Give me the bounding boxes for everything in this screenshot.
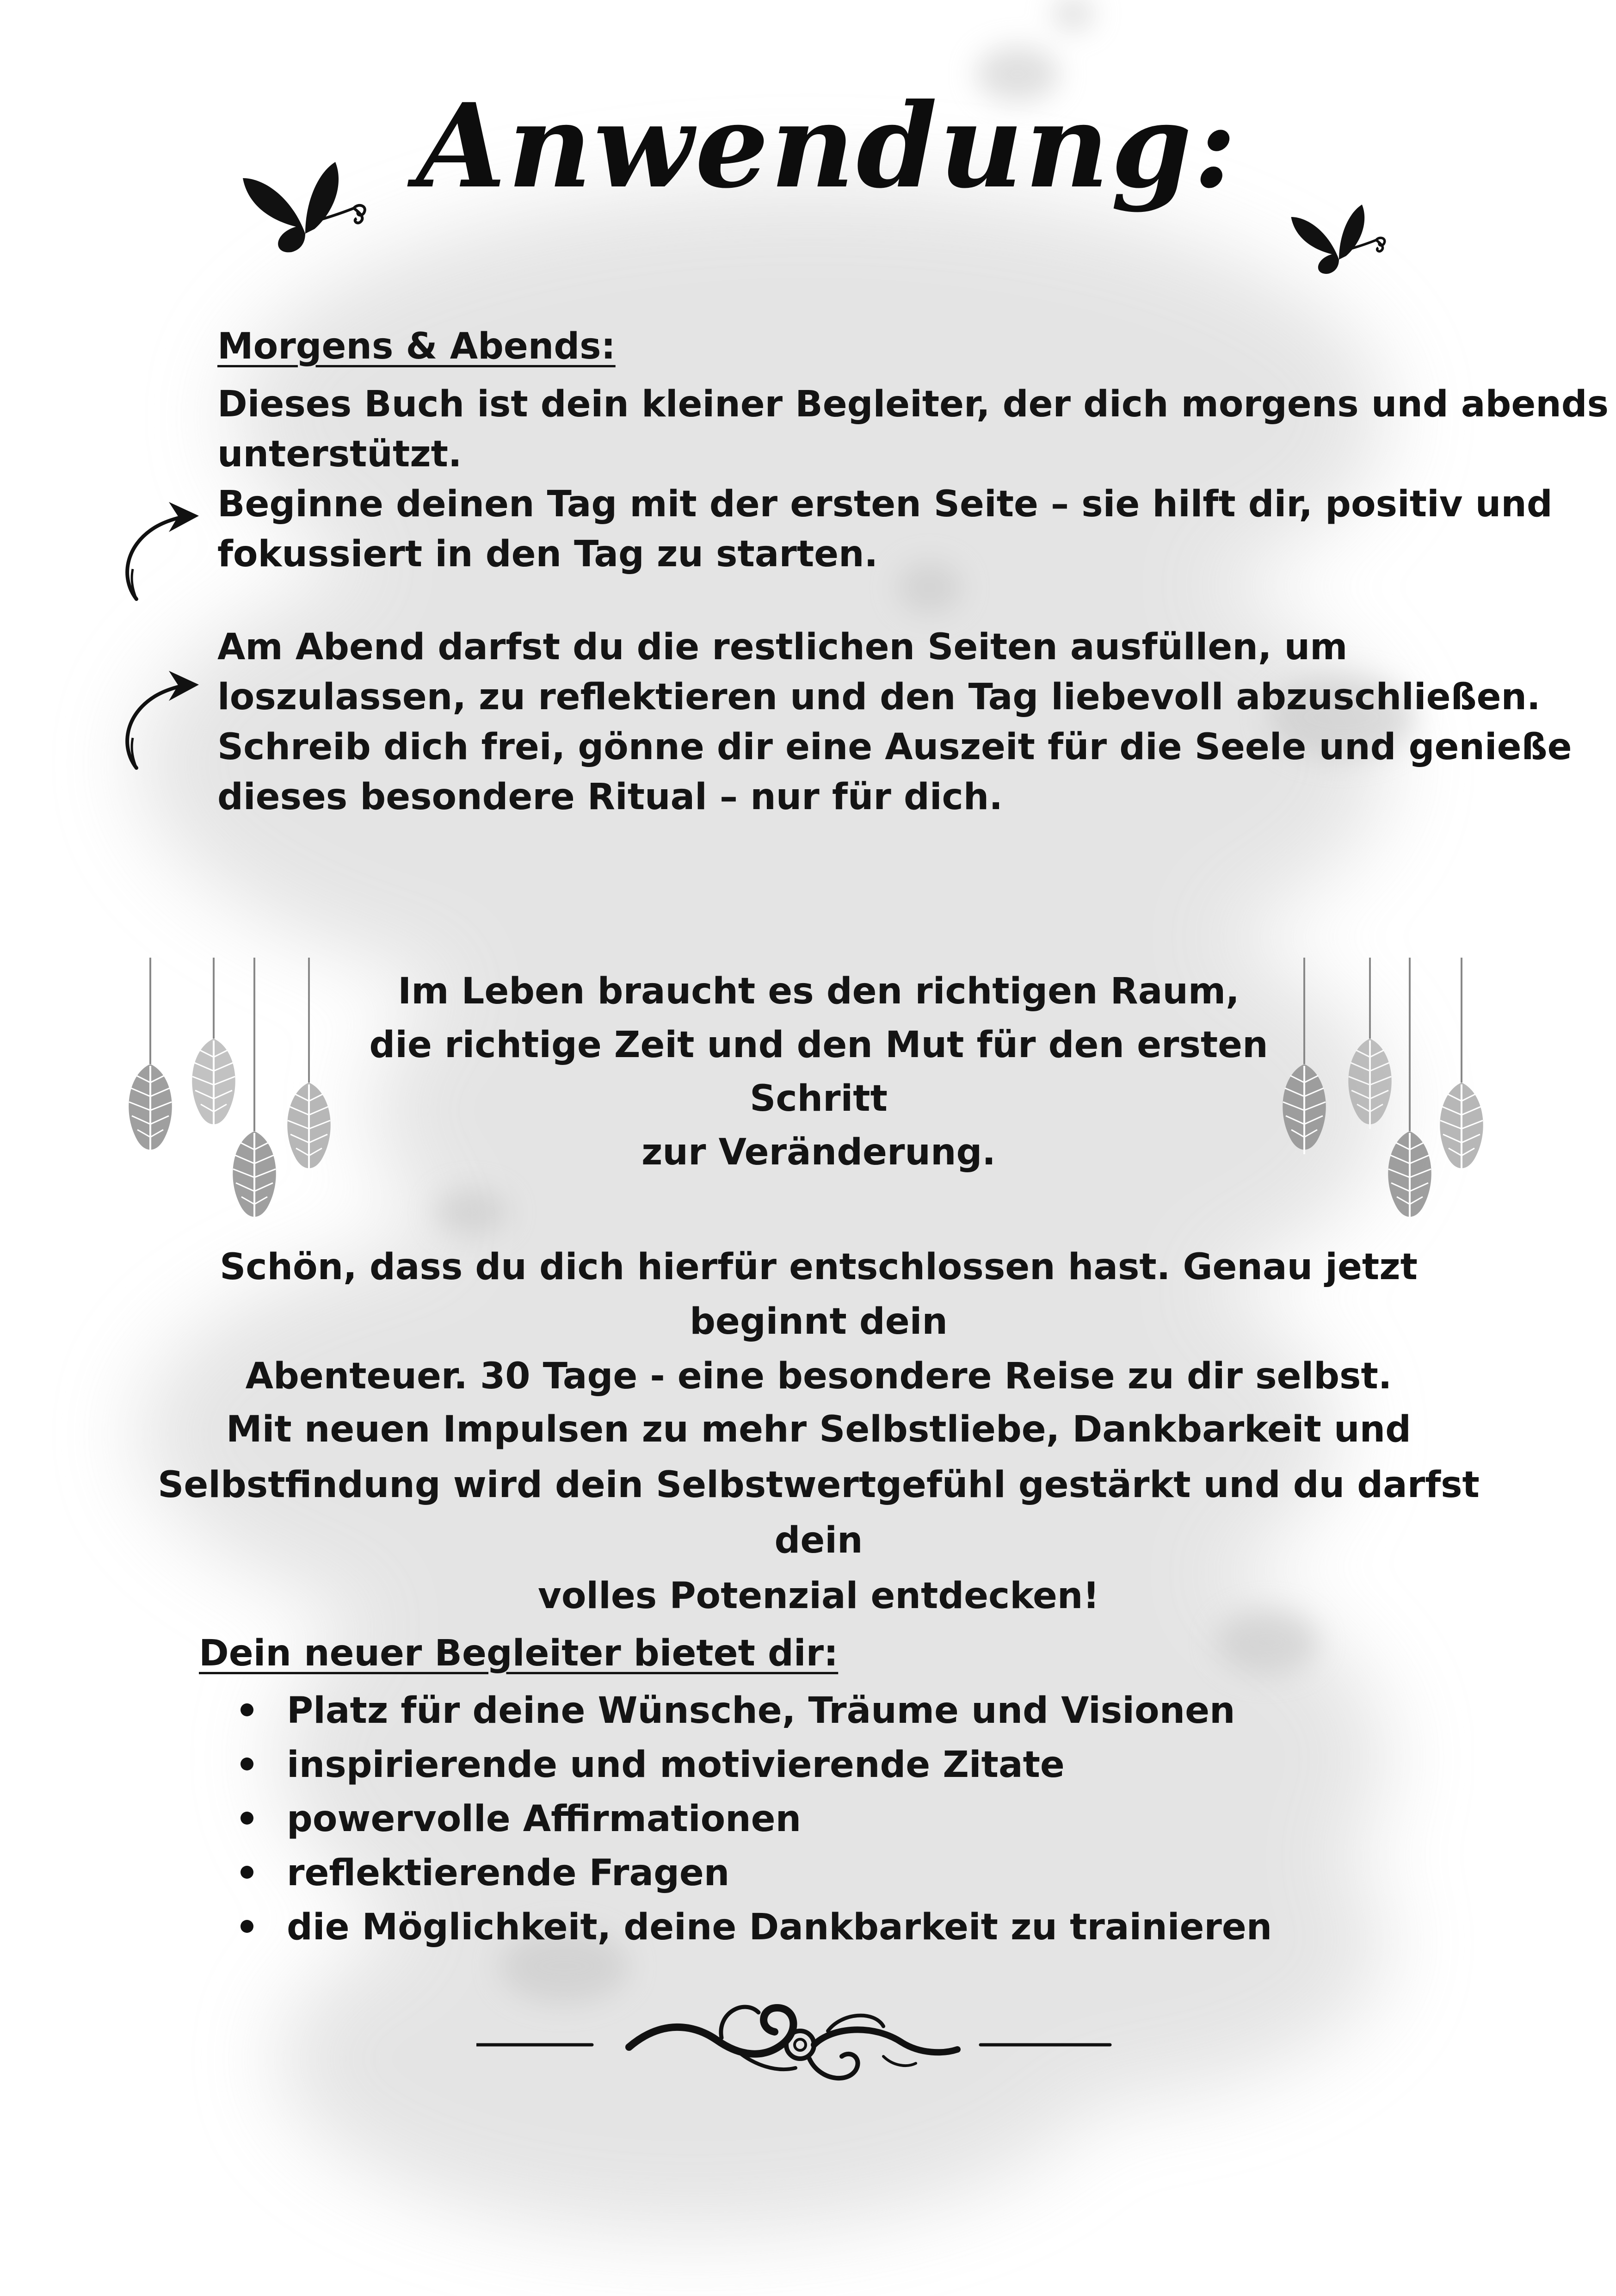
quote-block: [324, 965, 1314, 1179]
bullet-icon: [241, 1812, 253, 1825]
morning-paragraph: [217, 379, 1609, 579]
text-line: Schreib dich frei, gönne dir eine Auszeit für die Seele und genieße: [217, 726, 1572, 768]
text-line: dieses besondere Ritual – nur für dich.: [217, 776, 1003, 818]
hanging-feather-icon: [116, 958, 347, 1235]
text-line: Beginne deinen Tag mit der ersten Seite – sie hilft dir, positiv und: [217, 483, 1553, 525]
text-line: Abenteuer. 30 Tage - eine besondere Reise zu dir selbst.: [245, 1355, 1392, 1397]
quote-line: die richtige Zeit und den Mut für den ersten Schritt: [369, 1024, 1268, 1120]
impulse-paragraph: [139, 1402, 1499, 1624]
text-line: Dieses Buch ist dein kleiner Begleiter, der dich morgens und abends: [217, 384, 1609, 425]
list-item: die Möglichkeit, deine Dankbarkeit zu trainieren: [217, 1900, 1466, 1955]
page-title: Anwendung:: [416, 78, 1239, 214]
butterfly-icon: [1286, 194, 1392, 282]
quote-line: zur Veränderung.: [641, 1132, 996, 1173]
text-line: fokussiert in den Tag zu starten.: [217, 533, 878, 575]
text-line: Selbstfindung wird dein Selbstwertgefühl gestärkt und du darfst dein: [158, 1464, 1480, 1561]
text-line: unterstützt.: [217, 433, 462, 475]
bullet-icon: [241, 1920, 253, 1933]
list-item: powervolle Affirmationen: [217, 1792, 1466, 1846]
text-line: volles Potenzial entdecken!: [538, 1575, 1099, 1617]
list-item: reflektierende Fragen: [217, 1846, 1466, 1900]
bullet-icon: [241, 1758, 253, 1770]
curved-arrow-icon: [118, 668, 206, 775]
curved-arrow-icon: [118, 500, 206, 606]
features-heading: Dein neuer Begleiter bietet dir:: [199, 1633, 839, 1674]
list-item: Platz für deine Wünsche, Träume und Visionen: [217, 1684, 1466, 1738]
intro-paragraph: [139, 1240, 1499, 1404]
bullet-icon: [241, 1866, 253, 1879]
features-list: [217, 1684, 1466, 1955]
evening-paragraph: [217, 622, 1572, 822]
bullet-icon: [241, 1703, 253, 1716]
text-line: Am Abend darfst du die restlichen Seiten ausfüllen, um: [217, 626, 1348, 668]
butterfly-icon: [236, 153, 375, 259]
flourish-divider-icon: [476, 1980, 1133, 2100]
text-line: Mit neuen Impulsen zu mehr Selbstliebe, Dankbarkeit und: [226, 1409, 1411, 1450]
quote-line: Im Leben braucht es den richtigen Raum,: [398, 971, 1240, 1012]
text-line: loszulassen, zu reflektieren und den Tag liebevoll abzuschließen.: [217, 676, 1541, 718]
text-line: Schön, dass du dich hierfür entschlossen hast. Genau jetzt beginnt dein: [220, 1246, 1418, 1343]
list-item: inspirierende und motivierende Zitate: [217, 1738, 1466, 1792]
section-heading-morning-evening: Morgens & Abends:: [217, 326, 616, 367]
